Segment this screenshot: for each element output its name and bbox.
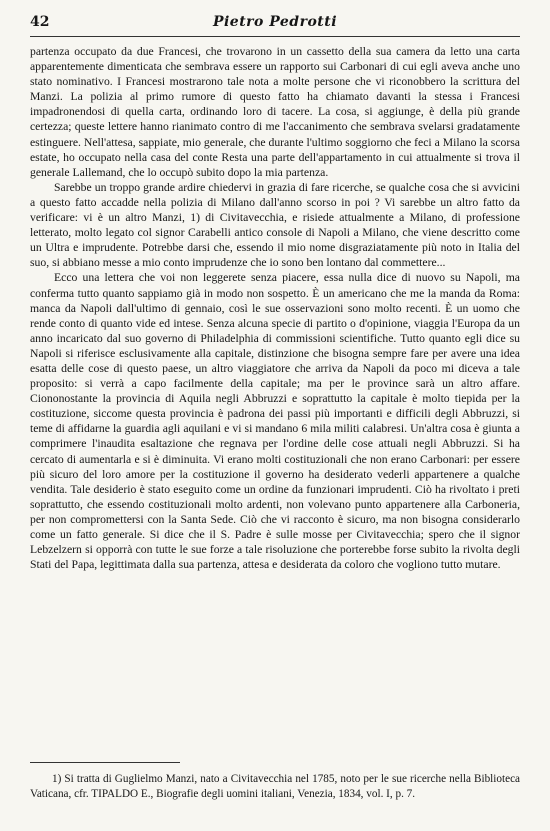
running-title: Pietro Pedrotti [212, 14, 338, 30]
paragraph-1: partenza occupato da due Francesi, che trovarono in un cassetto della sua camera da letto una carta apparentemente dimenticata che sembrava essere un rapporto sui Carbonari di cui egli aveva anche uno stato nominativo. I Francesi mostrarono tale nota a molte persone che vi riconobbero la scrittura del Manzi. La polizia al primo rumore di questo fatto ha chiamato davanti la stessa i Francesi impadronendosi di quella carta, ordinando loro di tacere. La cosa, si aggiunge, è della più grande certezza; queste lettere hanno rianimato contro di me l'accanimento che sembrava svelarsi gradatamente estinguere. Nell'attesa, sappiate, mio generale, che durante l'ultimo soggiorno che feci a Milano la scorsa estate, ho occupato nella casa del conte Resta una parte dell'appartamento in cui attualmente si trova il generale Lallemand, che lo occupò subito dopo la mia partenza. [30, 45, 520, 179]
footnote: 1) Si tratta di Guglielmo Manzi, nato a Civitavecchia nel 1785, noto per le sue ricerche nella Biblioteca Vaticana, cfr. TIPALDO E., Biografie degli uomini italiani, Venezia, 1834, vol. I, p. 7. [30, 773, 520, 800]
header-rule [30, 36, 520, 37]
paragraph-2: Sarebbe un troppo grande ardire chiedervi in grazia di fare ricerche, se qualche cosa che si avvicini a questo fatto accadde nella polizia di Milano dall'anno scorso in poi ? Vi sarebbe un altro fatto da verificare: vi è un altro Manzi, 1) di Civitavecchia, e risiede attualmente a Milano, di professione letterato, molto legato col signor Carabelli antico console di Napoli a Milano, che viene descritto come un Ultra e imprudente. Potrebbe darsi che, essendo il mio nome disgraziatamente più noto in Italia del suo, si abbiano messe a mio conto imprudenze che io sono ben lontano dal commettere... [30, 180, 520, 270]
body-text [30, 44, 520, 572]
page-header [30, 14, 520, 38]
page-number: 42 [30, 14, 50, 30]
paragraph-3: Ecco una lettera che voi non leggerete senza piacere, essa nulla dice di nuovo su Napoli, ma conferma tutto quanto sappiamo già in modo non sospetto. È un americano che me la manda da Roma: manca da Napoli dall'ultimo di gennaio, così le sue osservazioni sono molto recenti. È un uomo che rende conto di quanto vide ed intese. Senza alcuna specie di partito o d'opinione, viaggia l'Europa da un anno incaricato dal suo governo di Philadelphia di commissioni scientifiche. Tutto quanto egli dice su Napoli si riferisce esclusivamente alla capitale, distinzione che bisogna sempre fare per avere una idea esatta delle cose di questo paese, un altro viaggiatore che arriva da Napoli da poco mi diceva a tale proposito: si verrà a capo facilmente della capitale; ma per le province sarà un altro affare. Ciononostante la provincia di Aquila negli Abbruzzi e soprattutto la capitale è molto tiepida per la costituzione, siccome questa provincia è padrona dei passi più importanti e difficili degli Abbruzzi, si teme di affidarne la guardia agli aquilani e vi si mandano 6 mila militi calabresi. Un'altra cosa è giunta a comprimere l'inaudita esaltazione che regnava per l'ordine delle cose attuali negli Abbruzzi. Si ha cercato di aumentarla e si è diminuita. Vi erano molti costituzionali che non erano Carbonari: per essere più sicuro del loro amore per la costituzione il governo ha desiderato vederli appartenere a qualche vendita. Tale desiderio è stato eseguito come un ordine da funzionari imprudenti. Ciò ha rivoltato i preti soprattutto, che essendo costituzionali molto ardenti, non volevano punto appartenere alla Carboneria, per non compromettersi con la Santa Sede. Ciò che vi racconto è sicuro, ma non bisogna considerarlo come un fatto generale. Si dice che il S. Padre è sulle mosse per Civitavecchia; spero che il signor Lebzelzern si opporrà con tutte le sue forze a tale risoluzione che porterebbe forse subito la rivolta degli Stati del Papa, legittimata dalla sua partenza, attesa e desiderata da coloro che vogliono tutto mutare. [30, 271, 520, 572]
footnote-rule [30, 762, 180, 763]
